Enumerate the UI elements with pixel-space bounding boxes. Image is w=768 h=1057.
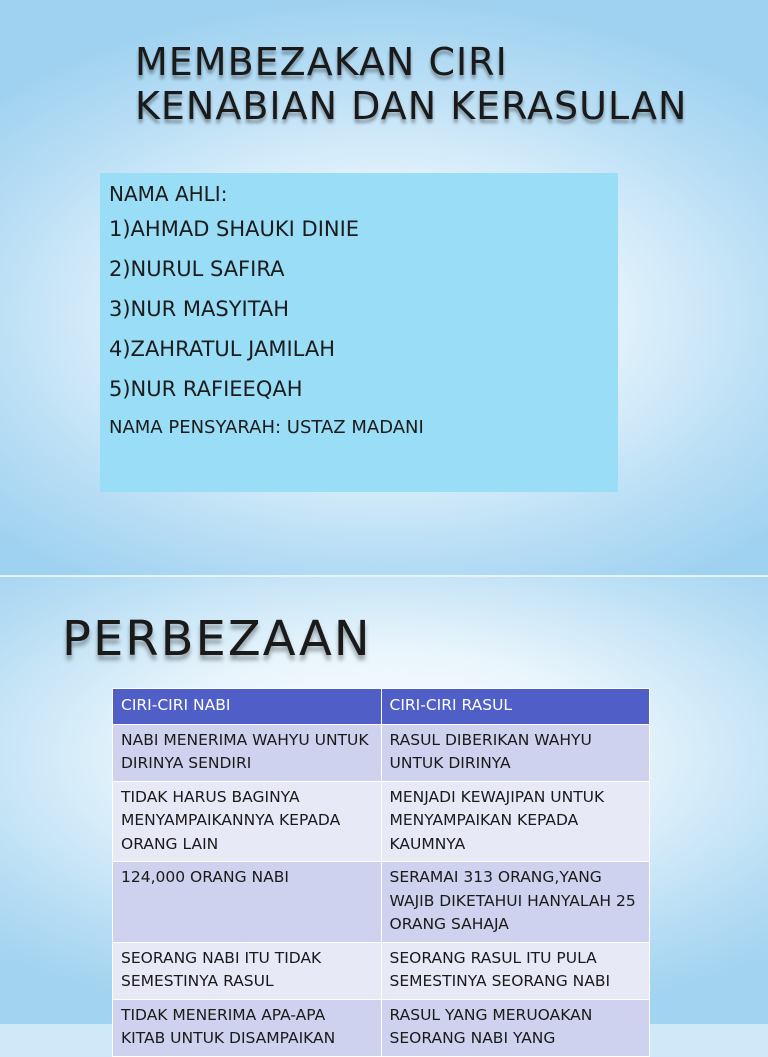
member-item: 1)AHMAD SHAUKI DINIE [109, 217, 360, 241]
table-header-row [113, 689, 650, 725]
cell-rasul: SEORANG RASUL ITU PULA SEMESTINYA SEORANG NABI [381, 942, 650, 999]
table-row [113, 724, 650, 781]
cell-rasul: SERAMAI 313 ORANG,YANG WAJIB DIKETAHUI HANYALAH 25 ORANG SAHAJA [381, 862, 650, 943]
title-line-1: MEMBEZAKAN CIRI [135, 40, 508, 84]
slide-title-heading [135, 40, 687, 128]
comparison-title: PERBEZAAN [62, 611, 372, 667]
members-box [100, 173, 618, 492]
cell-rasul: MENJADI KEWAJIPAN UNTUK MENYAMPAIKAN KEPADA KAUMNYA [381, 781, 650, 862]
cell-nabi: TIDAK MENERIMA APA-APA KITAB UNTUK DISAMPAIKAN [113, 999, 382, 1056]
cell-nabi: TIDAK HARUS BAGINYA MENYAMPAIKANNYA KEPADA ORANG LAIN [113, 781, 382, 862]
table-row [113, 781, 650, 862]
table-row [113, 942, 650, 999]
cell-nabi: SEORANG NABI ITU TIDAK SEMESTINYA RASUL [113, 942, 382, 999]
cell-rasul: RASUL DIBERIKAN WAHYU UNTUK DIRINYA [381, 724, 650, 781]
comparison-table [112, 688, 650, 1057]
members-heading: NAMA AHLI: [109, 182, 228, 206]
cell-nabi: NABI MENERIMA WAHYU UNTUK DIRINYA SENDIRI [113, 724, 382, 781]
header-nabi: CIRI-CIRI NABI [113, 689, 382, 725]
member-item: 4)ZAHRATUL JAMILAH [109, 337, 335, 361]
member-item: 3)NUR MASYITAH [109, 297, 290, 321]
cell-rasul: RASUL YANG MERUOAKAN SEORANG NABI YANG [381, 999, 650, 1056]
cell-nabi: 124,000 ORANG NABI [113, 862, 382, 943]
member-item: 5)NUR RAFIEEQAH [109, 377, 303, 401]
title-line-2: KENABIAN DAN KERASULAN [135, 84, 688, 128]
header-rasul: CIRI-CIRI RASUL [381, 689, 650, 725]
table-row [113, 862, 650, 943]
table-row [113, 999, 650, 1056]
lecturer-name: NAMA PENSYARAH: USTAZ MADANI [109, 417, 424, 438]
member-item: 2)NURUL SAFIRA [109, 257, 285, 281]
